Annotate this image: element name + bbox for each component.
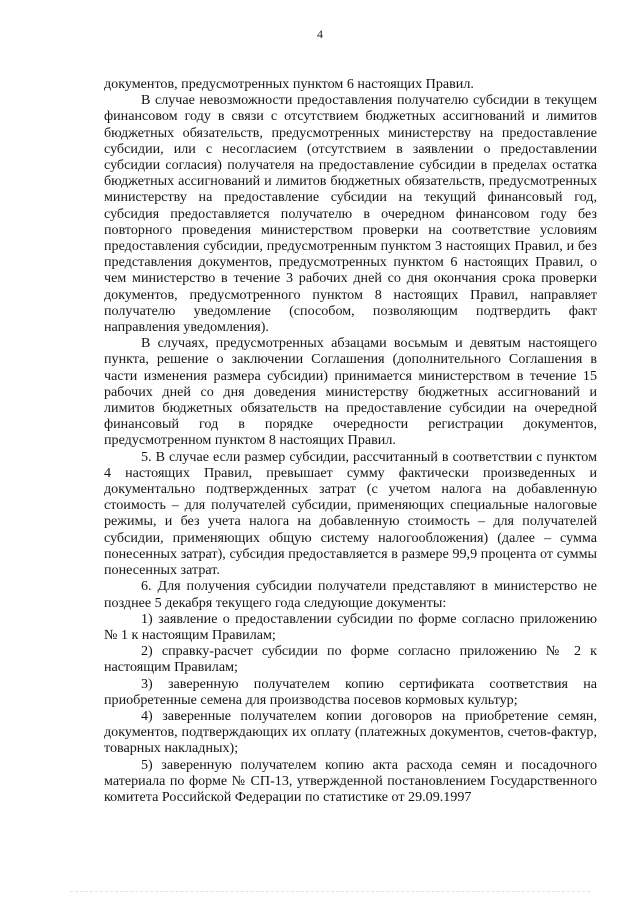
scan-edge-artifact <box>70 891 590 894</box>
paragraph-clause-6: 6. Для получения субсидии получатели представляют в министерство не позднее 5 декабря текущего года следующие документы: <box>104 578 597 611</box>
paragraph-subsidy-deferral: В случае невозможности предоставления получателю субсидии в текущем финансовом году в связи с отсутствием бюджетных ассигнований и лимитов бюджетных обязательств, предусмотренных министерству на предоставление субсидии, или с несогласием (отсутствием в заявлении о предоставлении субсидии согласия) получателя на предоставление субсидии в пределах остатка бюджетных ассигнований и лимитов бюджетных обязательств, предусмотренных министерству на предоставление субсидии на текущий финансовый год, субсидия предоставляется получателю в очередном финансовом году без повторного проведения министерством проверки на соответствие условиям предоставления субсидии, предусмотренным пунктом 3 настоящих Правил, и без представления документов, предусмотренных пунктом 6 настоящих Правил, о чем министерство в течение 3 рабочих дней со дня окончания срока проверки документов, предусмотренного пунктом 8 настоящих Правил, направляет получателю уведомление (способом, позволяющим подтвердить факт направления уведомления). <box>104 92 597 336</box>
list-item-4: 4) заверенные получателем копии договоров на приобретение семян, документов, подтверждающих их оплату (платежных документов, счетов-фактур, товарных накладных); <box>104 707 597 757</box>
paragraph-continuation: документов, предусмотренных пунктом 6 настоящих Правил. <box>104 76 474 92</box>
list-item-2: 2) справку-расчет субсидии по форме согласно приложению № 2 к настоящим Правилам; <box>104 643 597 676</box>
list-item-3: 3) заверенную получателем копию сертификата соответствия на приобретенные семена для производства посевов кормовых культур; <box>104 675 597 708</box>
list-item-1: 1) заявление о предоставлении субсидии по форме согласно приложению № 1 к настоящим Правилам; <box>104 610 597 643</box>
paragraph-clause-5: 5. В случае если размер субсидии, рассчитанный в соответствии с пунктом 4 настоящих Правил, превышает сумму фактически произведенных и документально подтвержденных затрат (с учетом налога на добавленную стоимость – для получателей субсидии, применяющих специальные налоговые режимы, и без учета налога на добавленную стоимость – для получателей субсидии, применяющих общую систему налогообложения) (далее – сумма понесенных затрат), субсидия предоставляется в размере 99,9 процента от суммы понесенных затрат. <box>104 448 597 579</box>
page-number: 4 <box>317 27 323 41</box>
list-item-5: 5) заверенную получателем копию акта расхода семян и посадочного материала по форме № СП-13, утвержденной постановлением Государственного комитета Российской Федерации по статистике от 29.09.1997 <box>104 756 597 805</box>
document-body <box>104 76 597 805</box>
paragraph-agreement-decision: В случаях, предусмотренных абзацами восьмым и девятым настоящего пункта, решение о заключении Соглашения (дополнительного Соглашения в части изменения размера субсидии) принимается министерством в течение 15 рабочих дней со дня доведения министерству бюджетных ассигнований и лимитов бюджетных обязательств на предоставление субсидии на очередной финансовый год в порядке очередности регистрации документов, предусмотренном пунктом 8 настоящих Правил. <box>104 335 597 449</box>
